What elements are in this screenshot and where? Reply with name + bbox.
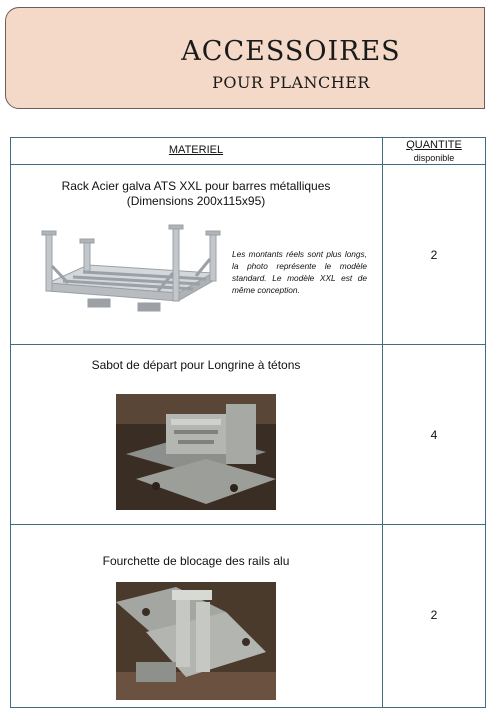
table-border-top — [10, 137, 486, 138]
column-header-quantity: QUANTITE — [406, 139, 462, 151]
column-separator — [382, 137, 383, 708]
item-note: Les montants réels sont plus longs, la photo représente le modèle standard. Le modèle XXL est de même conception. — [232, 249, 367, 295]
row-separator-2 — [10, 524, 486, 525]
table-border-bottom — [10, 707, 486, 708]
page-title: ACCESSOIRES — [181, 36, 401, 67]
item-title: Rack Acier galva ATS XXL pour barres métalliques — [61, 179, 331, 193]
sabot-photo — [116, 394, 276, 510]
item-quantity: 2 — [430, 608, 438, 622]
column-header-quantity-sub: disponible — [413, 153, 455, 163]
header-separator — [10, 164, 486, 165]
column-header-material: MATERIEL — [168, 144, 224, 156]
item-subtitle: (Dimensions 200x115x95) — [126, 194, 266, 208]
item-title: Sabot de départ pour Longrine à tétons — [91, 358, 301, 372]
item-quantity: 4 — [430, 428, 438, 442]
item-quantity: 2 — [430, 248, 438, 262]
page-subtitle: POUR PLANCHER — [212, 73, 370, 92]
row-separator-1 — [10, 344, 486, 345]
item-title: Fourchette de blocage des rails alu — [102, 554, 290, 568]
accessories-table — [10, 137, 486, 708]
header-banner — [5, 7, 485, 109]
rack-photo — [28, 221, 228, 321]
fourchette-photo — [116, 582, 276, 700]
table-border-left — [10, 137, 11, 708]
